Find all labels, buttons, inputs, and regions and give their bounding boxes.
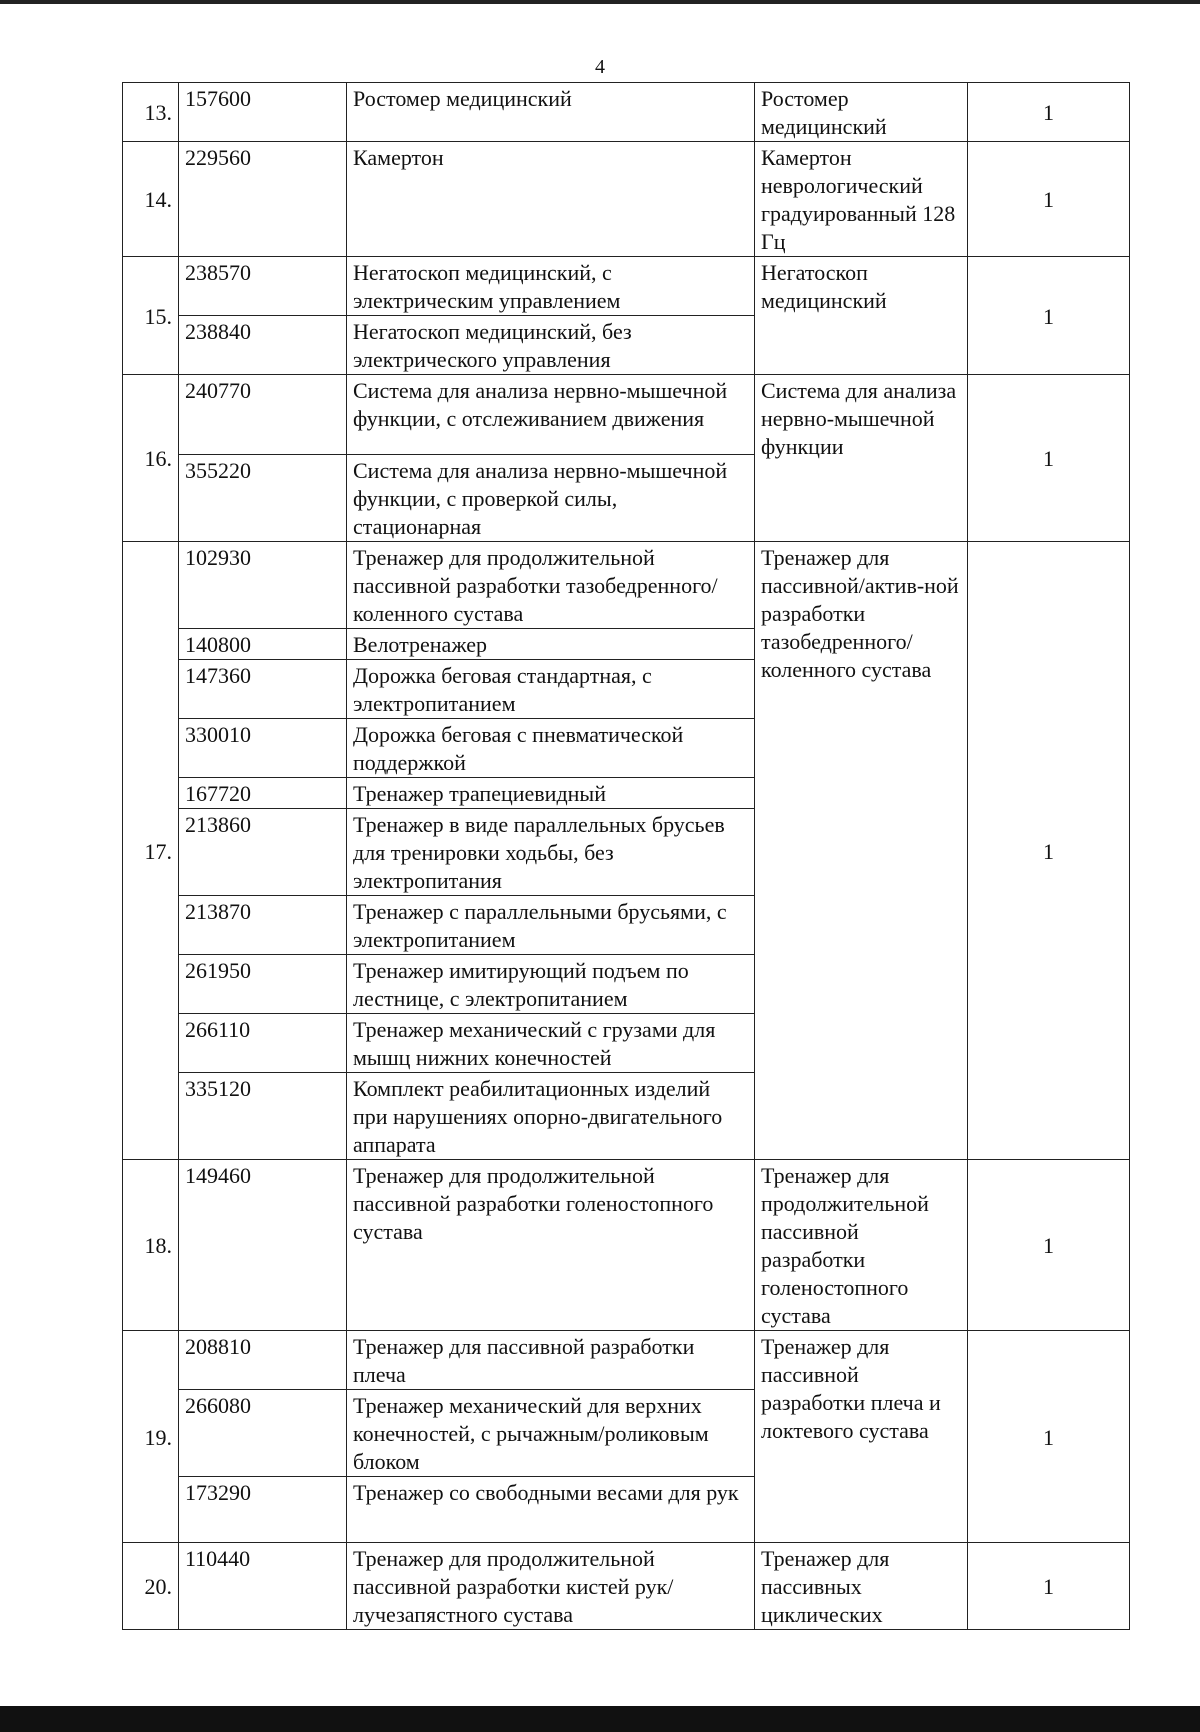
item-name: Тренажер в виде параллельных брусьев для тренировки ходьбы, без электропитания [347,809,755,896]
group-name: Тренажер для продолжительной пассивной разработки голеностопного сустава [755,1160,968,1331]
row-number: 20. [123,1543,179,1630]
quantity: 1 [968,1331,1130,1543]
group-name: Негатоскоп медицинский [755,257,968,375]
table-row [123,257,1130,316]
row-number: 14. [123,142,179,257]
scan-bottom-edge [0,1706,1200,1732]
item-name: Тренажер для продолжительной пассивной разработки тазобедренного/коленного сустава [347,542,755,629]
group-name: Тренажер для пассивной/актив-ной разработки тазобедренного/ коленного сустава [755,542,968,1160]
quantity: 1 [968,542,1130,1160]
group-name: Тренажер для пассивной разработки плеча и локтевого сустава [755,1331,968,1543]
table-row [123,83,1130,142]
group-name: Камертон неврологический градуированный 128 Гц [755,142,968,257]
top-border-rule [0,0,1200,4]
group-name: Ростомер медицинский [755,83,968,142]
item-code: 110440 [179,1543,347,1630]
row-number: 16. [123,375,179,542]
group-name: Система для анализа нервно-мышечной функции [755,375,968,542]
item-code: 213870 [179,896,347,955]
item-name: Система для анализа нервно-мышечной функции, с отслеживанием движения [347,375,755,455]
quantity: 1 [968,142,1130,257]
table-row [123,375,1130,455]
item-name: Система для анализа нервно-мышечной функции, с проверкой силы, стационарная [347,455,755,542]
item-name: Тренажер со свободными весами для рук [347,1477,755,1543]
item-name: Тренажер трапециевидный [347,778,755,809]
table-row [123,1331,1130,1390]
row-number: 18. [123,1160,179,1331]
item-code: 147360 [179,660,347,719]
item-code: 149460 [179,1160,347,1331]
item-code: 157600 [179,83,347,142]
item-code: 335120 [179,1073,347,1160]
item-code: 266110 [179,1014,347,1073]
table-row [123,1543,1130,1630]
item-name: Тренажер с параллельными брусьями, с электропитанием [347,896,755,955]
row-number: 13. [123,83,179,142]
row-number: 19. [123,1331,179,1543]
table-row [123,1160,1130,1331]
item-name: Ростомер медицинский [347,83,755,142]
item-code: 173290 [179,1477,347,1543]
quantity: 1 [968,83,1130,142]
quantity: 1 [968,1160,1130,1331]
item-code: 140800 [179,629,347,660]
equipment-table [122,82,1130,1630]
table-row [123,142,1130,257]
item-code: 261950 [179,955,347,1014]
equipment-table-body [123,83,1130,1630]
item-code: 355220 [179,455,347,542]
row-number: 17. [123,542,179,1160]
item-name: Тренажер для продолжительной пассивной разработки кистей рук/лучезапястного сустава [347,1543,755,1630]
item-code: 238840 [179,316,347,375]
item-name: Тренажер для продолжительной пассивной разработки голеностопного сустава [347,1160,755,1331]
item-name: Тренажер механический с грузами для мышц нижних конечностей [347,1014,755,1073]
item-code: 213860 [179,809,347,896]
row-number: 15. [123,257,179,375]
item-name: Тренажер для пассивной разработки плеча [347,1331,755,1390]
item-code: 102930 [179,542,347,629]
item-code: 208810 [179,1331,347,1390]
item-name: Тренажер имитирующий подъем по лестнице, с электропитанием [347,955,755,1014]
item-code: 330010 [179,719,347,778]
page-number: 4 [595,56,605,78]
item-name: Комплект реабилитационных изделий при нарушениях опорно-двигательного аппарата [347,1073,755,1160]
item-code: 266080 [179,1390,347,1477]
item-code: 229560 [179,142,347,257]
item-name: Дорожка беговая с пневматической поддержкой [347,719,755,778]
item-code: 240770 [179,375,347,455]
quantity: 1 [968,1543,1130,1630]
quantity: 1 [968,375,1130,542]
quantity: 1 [968,257,1130,375]
item-name: Негатоскоп медицинский, без электрического управления [347,316,755,375]
item-name: Камертон [347,142,755,257]
item-name: Тренажер механический для верхних конечностей, с рычажным/роликовым блоком [347,1390,755,1477]
item-name: Велотренажер [347,629,755,660]
table-row [123,542,1130,629]
group-name: Тренажер для пассивных циклических [755,1543,968,1630]
item-name: Дорожка беговая стандартная, с электропитанием [347,660,755,719]
item-code: 167720 [179,778,347,809]
item-code: 238570 [179,257,347,316]
item-name: Негатоскоп медицинский, с электрическим управлением [347,257,755,316]
